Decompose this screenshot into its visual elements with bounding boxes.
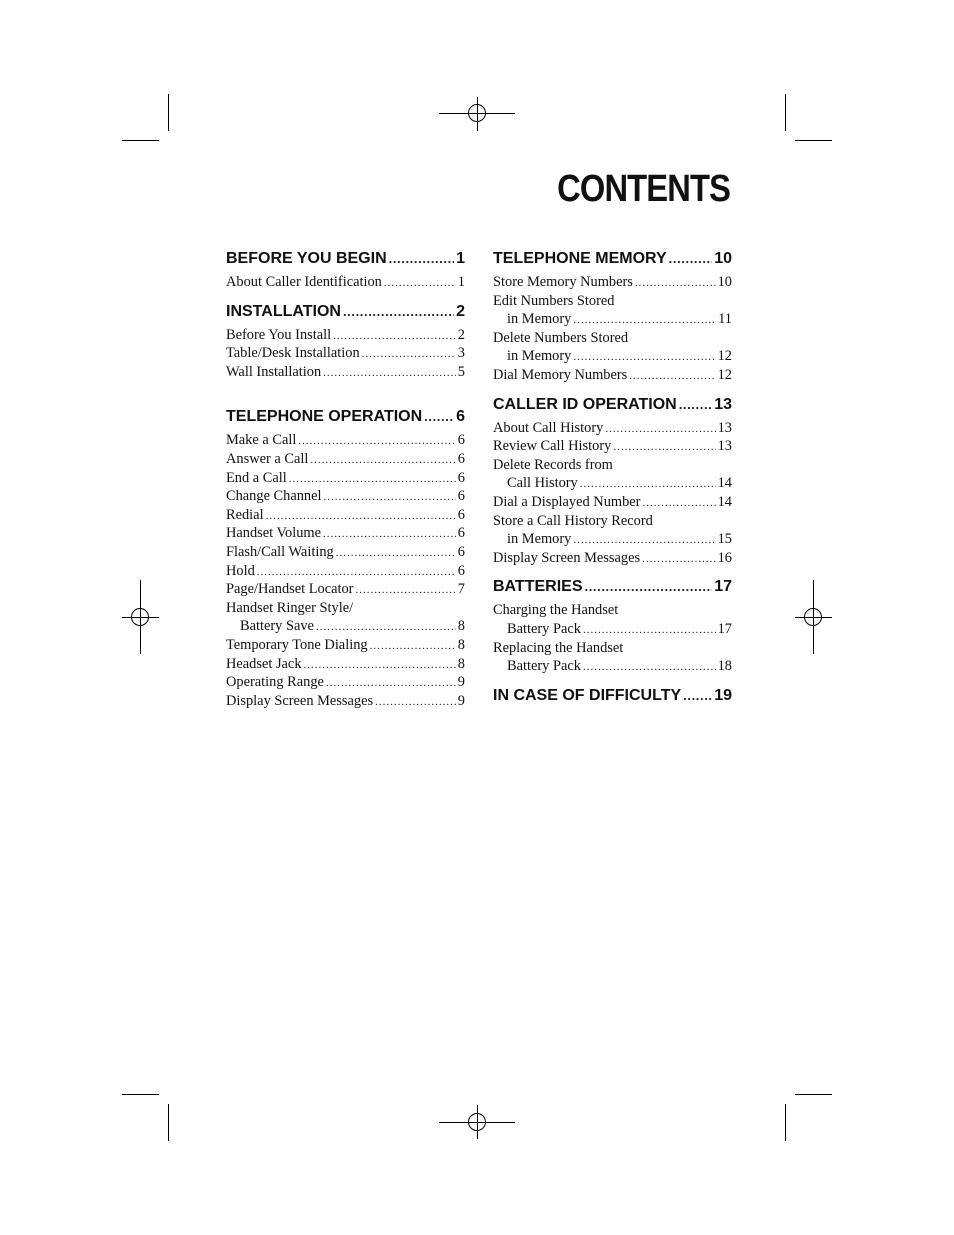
toc-entry-label: Store Memory Numbers <box>493 274 633 290</box>
registration-target-icon <box>131 608 149 626</box>
dot-leader <box>362 348 456 360</box>
toc-entry[interactable] <box>493 330 732 349</box>
toc-entry[interactable] <box>493 311 732 330</box>
registration-target-icon <box>804 608 822 626</box>
dot-leader <box>324 491 456 503</box>
toc-entry[interactable] <box>226 451 465 470</box>
toc-entry-label: Answer a Call <box>226 450 309 467</box>
dot-leader <box>370 640 456 652</box>
toc-entry-label: Make a Call <box>226 432 297 449</box>
section-heading-page: 1 <box>456 250 465 267</box>
toc-entry[interactable] <box>226 364 465 383</box>
dot-leader <box>326 677 456 689</box>
section-heading-page: 19 <box>714 686 732 704</box>
dot-leader <box>389 251 454 266</box>
toc-entry[interactable] <box>493 367 732 386</box>
crop-mark <box>785 1104 786 1141</box>
crop-mark <box>795 140 832 141</box>
toc-entry[interactable] <box>226 470 465 489</box>
section-heading-page: 6 <box>456 408 465 426</box>
toc-entry[interactable] <box>226 488 465 507</box>
toc-entry-label: Battery Save <box>240 618 314 635</box>
toc-entry-page: 6 <box>457 432 465 449</box>
toc-entry-page: 9 <box>457 674 465 691</box>
toc-entry[interactable] <box>226 581 465 600</box>
dot-leader <box>580 478 716 490</box>
toc-entry-label: Redial <box>226 506 264 523</box>
dot-leader <box>583 624 716 636</box>
toc-entry[interactable] <box>493 640 732 659</box>
crop-mark <box>122 1094 159 1095</box>
toc-section <box>226 250 465 293</box>
toc-entry-page: 13 <box>717 419 732 436</box>
toc-entry-page: 15 <box>717 531 732 548</box>
toc-entry[interactable] <box>226 432 465 451</box>
toc-entry-page: 14 <box>717 493 732 510</box>
dot-leader <box>343 304 454 319</box>
toc-entry[interactable] <box>226 345 465 364</box>
toc-entry-label: Review Call History <box>493 438 612 455</box>
dot-leader <box>304 659 456 671</box>
toc-entry[interactable] <box>493 420 732 439</box>
dot-leader <box>573 534 715 546</box>
toc-entry-page: 12 <box>717 366 732 383</box>
toc-entry-label: About Caller Identification <box>226 274 382 290</box>
toc-entry-label: Wall Installation <box>226 363 322 380</box>
dot-leader <box>289 473 456 485</box>
toc-entry-page: 10 <box>717 274 732 290</box>
toc-entry-label: Replacing the Handset <box>493 639 624 656</box>
toc-entry-label: Delete Records from <box>493 456 613 473</box>
toc-section <box>226 303 465 383</box>
dot-leader <box>573 314 716 326</box>
toc-entry-label: Store a Call History Record <box>493 512 653 529</box>
section-heading-page: 2 <box>456 302 465 320</box>
toc-section <box>493 687 732 709</box>
toc-entry-label: Charging the Handset <box>493 602 619 619</box>
toc-column-left <box>226 250 465 721</box>
toc-entry[interactable] <box>493 658 732 677</box>
toc-entry[interactable] <box>226 693 465 712</box>
toc-entry[interactable] <box>493 293 732 312</box>
toc-entry[interactable] <box>493 274 732 293</box>
toc-entry-page: 3 <box>457 345 465 362</box>
toc-entry[interactable] <box>493 348 732 367</box>
toc-entry-label: Page/Handset Locator <box>226 581 354 598</box>
toc-entry-page: 13 <box>717 438 732 455</box>
registration-target-icon <box>468 1113 486 1131</box>
dot-leader <box>323 528 456 540</box>
toc-entry[interactable] <box>493 621 732 640</box>
toc-entry-label: About Call History <box>493 419 604 436</box>
toc-entry-page: 1 <box>457 274 465 290</box>
page-title: CONTENTS <box>557 168 730 210</box>
dot-leader <box>384 277 456 289</box>
toc-entry-page: 6 <box>457 488 465 505</box>
crop-mark <box>122 140 159 141</box>
toc-entry-page: 6 <box>457 525 465 542</box>
toc-entry-label: Hold <box>226 562 255 579</box>
section-heading[interactable] <box>493 396 732 418</box>
toc-section <box>493 250 732 386</box>
dot-leader <box>257 566 456 578</box>
dot-leader <box>669 251 713 266</box>
dot-leader <box>642 553 716 565</box>
section-heading-label: BEFORE YOU BEGIN <box>226 250 387 267</box>
section-heading[interactable] <box>226 250 465 272</box>
toc-entry-label: Handset Ringer Style/ <box>226 599 354 616</box>
toc-entry-page: 14 <box>717 475 732 492</box>
toc-entry-label: Temporary Tone Dialing <box>226 636 368 653</box>
toc-entry-label: Handset Volume <box>226 525 321 542</box>
toc-entry-label: Display Screen Messages <box>226 692 374 709</box>
toc-entry-page: 16 <box>717 549 732 566</box>
toc-entry-page: 9 <box>457 692 465 709</box>
toc-entry-page: 11 <box>718 311 732 328</box>
section-heading-label: IN CASE OF DIFFICULTY <box>493 686 682 704</box>
toc-entry-label: in Memory <box>507 531 572 548</box>
crop-mark <box>785 94 786 131</box>
toc-entry-label: Battery Pack <box>507 658 581 675</box>
toc-entry-page: 6 <box>457 562 465 579</box>
toc-entry-label: in Memory <box>507 311 572 328</box>
toc-entry[interactable] <box>493 494 732 513</box>
toc-entry[interactable] <box>226 656 465 675</box>
dot-leader <box>266 510 456 522</box>
dot-leader <box>424 409 454 424</box>
toc-entry-label: Flash/Call Waiting <box>226 543 334 560</box>
section-heading-page: 13 <box>714 395 732 413</box>
dot-leader <box>323 367 456 379</box>
section-heading-label: BATTERIES <box>493 578 583 596</box>
toc-entry-page: 5 <box>457 363 465 380</box>
toc-entry-page: 7 <box>457 581 465 598</box>
toc-entry-label: Edit Numbers Stored <box>493 292 615 309</box>
toc-entry-label: End a Call <box>226 469 287 486</box>
toc-section <box>493 578 732 676</box>
toc-entry-label: Before You Install <box>226 326 332 343</box>
toc-entry[interactable] <box>493 475 732 494</box>
dot-leader <box>679 397 713 412</box>
dot-leader <box>629 370 715 382</box>
dot-leader <box>613 441 715 453</box>
dot-leader <box>316 621 456 633</box>
toc-entry[interactable] <box>226 544 465 563</box>
crop-mark <box>168 94 169 131</box>
toc-entry-page: 17 <box>717 620 732 637</box>
toc-entry-page: 8 <box>457 618 465 635</box>
section-heading-label: TELEPHONE MEMORY <box>493 250 667 267</box>
section-heading-page: 10 <box>714 250 732 267</box>
section-heading[interactable] <box>226 408 465 430</box>
toc-entry-label: Battery Pack <box>507 620 581 637</box>
toc-entry[interactable] <box>493 602 732 621</box>
toc-entry[interactable] <box>226 507 465 526</box>
crop-mark <box>795 1094 832 1095</box>
toc-entry[interactable] <box>226 563 465 582</box>
dot-leader <box>336 547 456 559</box>
dot-leader <box>355 584 455 596</box>
dot-leader <box>605 423 715 435</box>
dot-leader <box>310 454 455 466</box>
toc-entry-page: 6 <box>457 450 465 467</box>
toc-entry[interactable] <box>493 513 732 532</box>
toc-entry-page: 6 <box>457 469 465 486</box>
dot-leader <box>642 497 715 509</box>
toc-entry-page: 6 <box>457 543 465 560</box>
section-heading[interactable] <box>493 578 732 600</box>
dot-leader <box>333 330 456 342</box>
toc-entry-label: Call History <box>507 475 578 492</box>
section-heading-label: TELEPHONE OPERATION <box>226 408 423 426</box>
toc-entry[interactable] <box>493 438 732 457</box>
toc-column-right <box>493 250 732 719</box>
toc-entry-label: Display Screen Messages <box>493 549 641 566</box>
section-heading[interactable] <box>493 687 732 709</box>
toc-entry-label: Operating Range <box>226 674 324 691</box>
dot-leader <box>583 661 716 673</box>
toc-entry-label: Dial Memory Numbers <box>493 366 628 383</box>
dot-leader <box>584 579 712 594</box>
toc-entry-label: Table/Desk Installation <box>226 345 360 362</box>
registration-target-icon <box>468 104 486 122</box>
toc-entry[interactable] <box>226 674 465 693</box>
dot-leader <box>573 351 715 363</box>
section-heading[interactable] <box>226 303 465 325</box>
toc-entry[interactable] <box>493 457 732 476</box>
toc-entry-page: 8 <box>457 636 465 653</box>
toc-entry-label: Delete Numbers Stored <box>493 329 629 346</box>
toc-entry-page: 6 <box>457 506 465 523</box>
toc-entry-label: Dial a Displayed Number <box>493 493 641 510</box>
toc-section <box>226 408 465 711</box>
toc-entry[interactable] <box>226 327 465 346</box>
toc-entry[interactable] <box>226 525 465 544</box>
dot-leader <box>683 688 712 703</box>
section-heading-label: INSTALLATION <box>226 302 341 320</box>
section-heading-page: 17 <box>714 578 732 596</box>
toc-section <box>493 396 732 569</box>
toc-entry[interactable] <box>226 618 465 637</box>
toc-entry-label: in Memory <box>507 348 572 365</box>
toc-entry-page: 2 <box>457 326 465 343</box>
section-heading[interactable] <box>493 250 732 272</box>
toc-entry[interactable] <box>493 531 732 550</box>
toc-entry[interactable] <box>493 550 732 569</box>
toc-entry-page: 8 <box>457 655 465 672</box>
toc-entry-label: Change Channel <box>226 488 322 505</box>
dot-leader <box>375 696 456 708</box>
toc-entry-page: 12 <box>717 348 732 365</box>
toc-entry-page: 18 <box>717 658 732 675</box>
toc-entry[interactable] <box>226 274 465 293</box>
toc-entry[interactable] <box>226 637 465 656</box>
dot-leader <box>635 277 716 289</box>
toc-entry[interactable] <box>226 600 465 619</box>
crop-mark <box>168 1104 169 1141</box>
section-heading-label: CALLER ID OPERATION <box>493 395 677 413</box>
toc-entry-label: Headset Jack <box>226 655 302 672</box>
dot-leader <box>298 435 455 447</box>
